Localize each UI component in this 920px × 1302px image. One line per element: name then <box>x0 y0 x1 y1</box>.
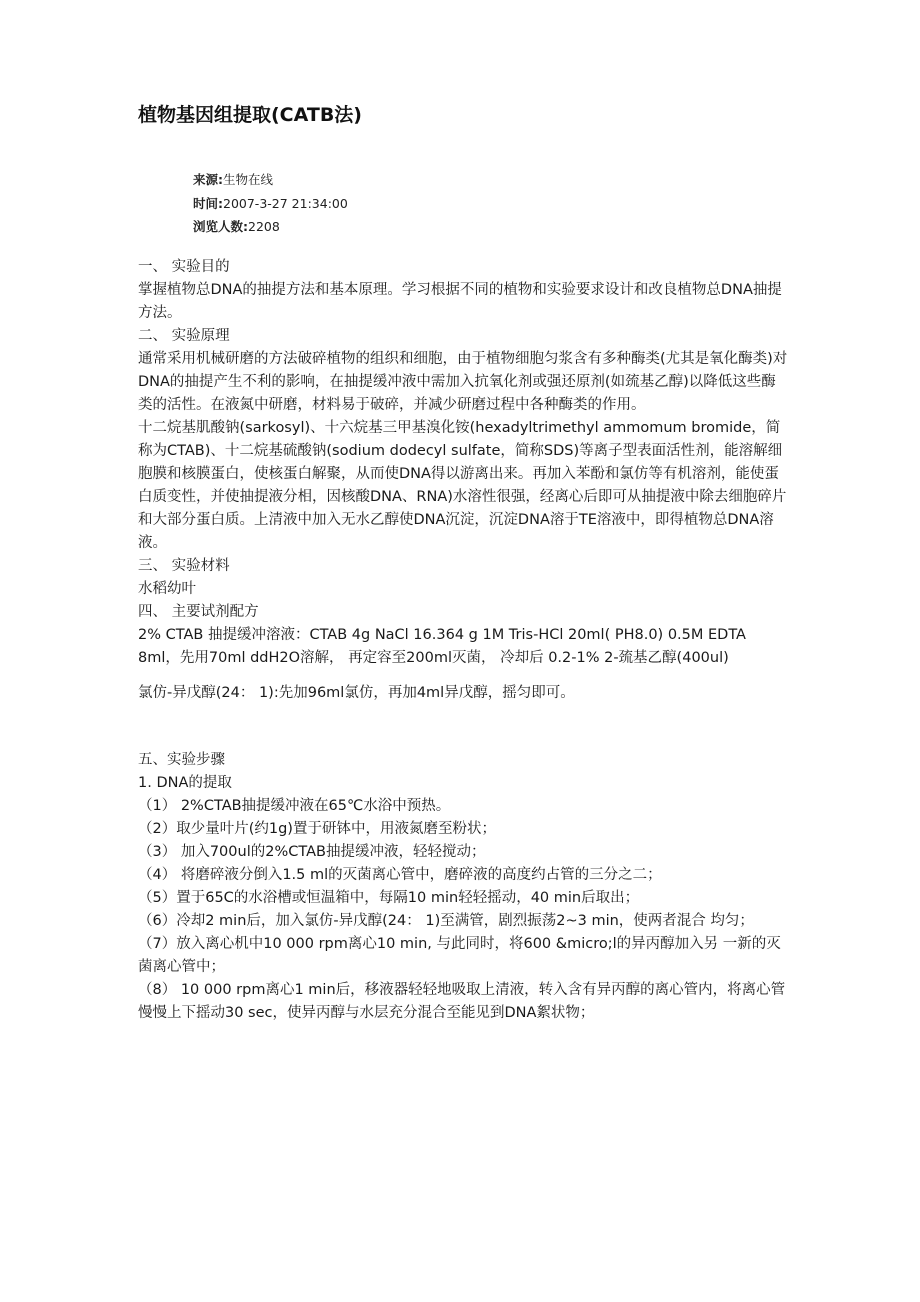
step-item: （1） 2%CTAB抽提缓冲液在65℃水浴中预热。 <box>138 798 451 814</box>
time-label: 时间: <box>193 195 223 211</box>
meta-time <box>193 192 348 216</box>
step-item: （8） 10 000 rpm离心1 min后，移液器轻轻地吸取上清液，转入含有异丙醇的离心管内，将离心管慢慢上下摇动30 sec，使异丙醇与水层充分混合至能见到DNA絮状物； <box>138 982 786 1021</box>
page-title: 植物基因组提取(CATB法) <box>138 104 362 126</box>
section-body-materials: 水稻幼叶 <box>138 581 196 597</box>
views-value: 2208 <box>248 219 280 234</box>
section-heading-principle: 二、 实验原理 <box>138 328 230 344</box>
section-heading-objective: 一、 实验目的 <box>138 259 230 275</box>
section-body-reagents-1: 2% CTAB 抽提缓冲溶液：CTAB 4g NaCl 16.364 g 1M Tris-HCl 20ml( PH8.0) 0.5M EDTA 8ml，先用70ml ddH2O溶解， 再定容至200ml灭菌， 冷却后 0.2-1% 2-巯基乙醇(400ul) <box>138 627 746 666</box>
section-body-reagents-2: 氯仿-异戊醇(24： 1):先加96ml氯仿，再加4ml异戊醇，摇匀即可。 <box>138 685 575 701</box>
section-body-principle-2: 十二烷基肌酸钠(sarkosyl)、十六烷基三甲基溴化铵(hexadyltrimethyl ammomum bromide，简称为CTAB)、十二烷基硫酸钠(sodium dodecyl sulfate，简称SDS)等离子型表面活性剂，能溶解细胞膜和核膜蛋白，使核蛋白解聚，从而使DNA得以游离出来。再加入苯酚和氯仿等有机溶剂，能使蛋白质变性，并使抽提液分相，因核酸DNA、RNA)水溶性很强，经离心后即可从抽提液中除去细胞碎片和大部分蛋白质。上清液中加入无水乙醇使DNA沉淀，沉淀DNA溶于TE溶液中，即得植物总DNA溶液。 <box>138 420 787 551</box>
section-heading-steps: 五、实验步骤 <box>138 752 225 768</box>
article-meta <box>193 168 348 239</box>
subheading-dna-extraction: 1. DNA的提取 <box>138 775 232 791</box>
time-value: 2007-3-27 21:34:00 <box>223 195 348 211</box>
source-label: 来源: <box>193 172 223 187</box>
meta-views <box>193 215 348 239</box>
step-item: （3） 加入700ul的2%CTAB抽提缓冲液，轻轻搅动； <box>138 844 486 860</box>
views-label: 浏览人数: <box>193 219 248 234</box>
step-item: （4） 将磨碎液分倒入1.5 ml的灭菌离心管中，磨碎液的高度约占管的三分之二； <box>138 867 662 883</box>
section-body-principle-1: 通常采用机械研磨的方法破碎植物的组织和细胞，由于植物细胞匀浆含有多种酶类(尤其是氧化酶类)对DNA的抽提产生不利的影响，在抽提缓冲液中需加入抗氧化剂或强还原剂(如巯基乙醇)以降低这些酶类的活性。在液氮中研磨，材料易于破碎，并减少研磨过程中各种酶类的作用。 <box>138 351 788 413</box>
step-item: （2）取少量叶片(约1g)置于研钵中，用液氮磨至粉状； <box>138 821 496 837</box>
meta-source <box>193 168 348 192</box>
section-heading-materials: 三、 实验材料 <box>138 558 230 574</box>
section-heading-reagents: 四、 主要试剂配方 <box>138 604 259 620</box>
step-item: （7）放入离心机中10 000 rpm离心10 min, 与此同时，将600 &micro;l的异丙醇加入另 一新的灭菌离心管中； <box>138 936 781 975</box>
step-item: （6）冷却2 min后，加入氯仿-异戊醇(24： 1)至满管，剧烈振荡2~3 min，使两者混合 均匀； <box>138 913 754 929</box>
section-body-objective: 掌握植物总DNA的抽提方法和基本原理。学习根据不同的植物和实验要求设计和改良植物总DNA抽提方法。 <box>138 282 782 321</box>
source-value: 生物在线 <box>223 172 274 187</box>
step-item: （5）置于65C的水浴槽或恒温箱中，每隔10 min轻轻摇动，40 min后取出； <box>138 890 640 906</box>
article-body <box>138 256 788 1025</box>
